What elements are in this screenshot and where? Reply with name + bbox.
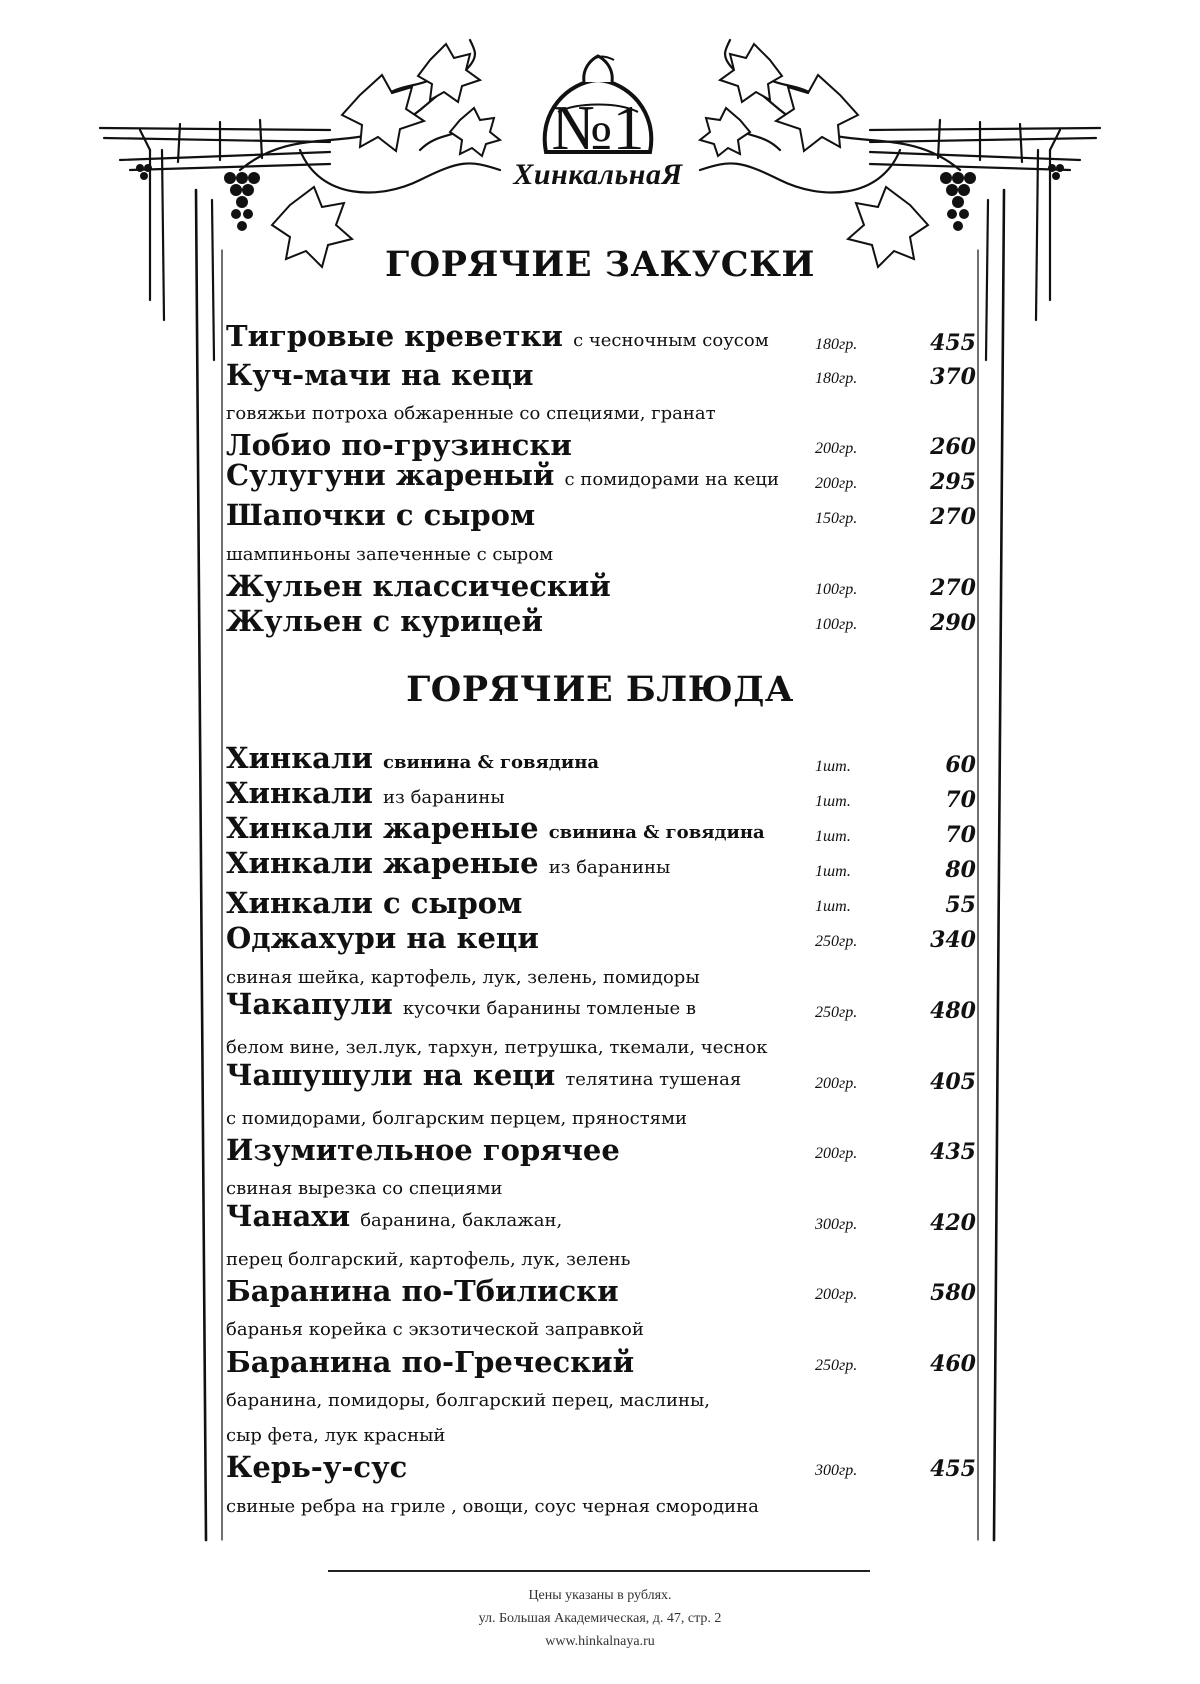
menu-item [226, 846, 976, 887]
item-name: Баранина по-Тбилиски [226, 1274, 619, 1308]
item-price: 70 [945, 787, 976, 813]
menu-item [226, 1274, 976, 1310]
menu-item [226, 987, 976, 1028]
item-weight: 150гр. [815, 510, 858, 527]
logo-number: №1 [551, 92, 645, 163]
item-weight: 300гр. [815, 1462, 858, 1479]
item-weight: 250гр. [815, 1004, 858, 1021]
item-price: 80 [945, 857, 976, 883]
item-name: Хинкали свинина & говядина [226, 741, 600, 775]
item-price: 70 [945, 822, 976, 848]
item-description: свиная шейка, картофель, лук, зелень, помидоры [226, 967, 700, 988]
menu-item [226, 458, 976, 499]
item-weight: 100гр. [815, 581, 858, 598]
footer-address: ул. Большая Академическая, д. 47, стр. 2 [478, 1611, 722, 1626]
item-name: Лобио по-грузински [226, 428, 572, 462]
item-name: Чанахи баранина, баклажан, [226, 1199, 563, 1233]
item-price: 370 [930, 364, 976, 390]
menu-item [226, 1345, 976, 1381]
item-description: свиные ребра на гриле , овощи, соус черная смородина [226, 1496, 759, 1517]
item-weight: 200гр. [815, 475, 858, 492]
item-name: Оджахури на кеци [226, 921, 539, 955]
item-price: 290 [930, 610, 976, 636]
item-weight: 250гр. [815, 1357, 858, 1374]
item-price: 340 [930, 927, 976, 953]
item-description: баранья корейка с экзотической заправкой [226, 1319, 644, 1340]
item-description: шампиньоны запеченные с сыром [226, 544, 554, 565]
item-price: 455 [930, 330, 976, 356]
item-price: 455 [930, 1456, 976, 1482]
item-name: Хинкали жареные свинина & говядина [226, 811, 765, 845]
item-description: перец болгарский, картофель, лук, зелень [226, 1249, 631, 1270]
item-description: сыр фета, лук красный [226, 1425, 446, 1446]
menu-item [226, 886, 976, 922]
item-weight: 1шт. [815, 758, 851, 775]
item-name: Баранина по-Греческий [226, 1345, 635, 1379]
item-price: 580 [930, 1280, 976, 1306]
item-weight: 100гр. [815, 616, 858, 633]
item-name: Хинкали из баранины [226, 776, 505, 810]
menu-item [226, 1450, 976, 1486]
item-weight: 1шт. [815, 793, 851, 810]
item-price: 480 [930, 998, 976, 1024]
item-price: 420 [930, 1210, 976, 1236]
menu-item [226, 569, 976, 605]
item-name: Чашушули на кеци телятина тушеная [226, 1058, 742, 1092]
footer-prices-note: Цены указаны в рублях. [528, 1588, 672, 1603]
item-price: 55 [945, 892, 976, 918]
item-price: 270 [930, 575, 976, 601]
item-weight: 1шт. [815, 898, 851, 915]
item-weight: 200гр. [815, 440, 858, 457]
item-price: 405 [930, 1069, 976, 1095]
item-price: 460 [930, 1351, 976, 1377]
item-name: Чакапули кусочки баранины томленые в [226, 987, 697, 1021]
item-name: Хинкали жареные из баранины [226, 846, 671, 880]
footer-website[interactable]: www.hinkalnaya.ru [545, 1634, 655, 1649]
item-name: Жульен с курицей [226, 604, 543, 638]
item-name: Тигровые креветки с чесночным соусом [226, 319, 769, 353]
item-price: 260 [930, 434, 976, 460]
item-weight: 200гр. [815, 1075, 858, 1092]
menu-item [226, 358, 976, 394]
menu-item [226, 1133, 976, 1169]
item-price: 60 [945, 752, 976, 778]
item-description: свиная вырезка со специями [226, 1178, 503, 1199]
item-weight: 1шт. [815, 863, 851, 880]
menu-item [226, 319, 976, 360]
item-price: 295 [930, 469, 976, 495]
item-description: с помидорами, болгарским перцем, пряностями [226, 1108, 688, 1129]
item-weight: 250гр. [815, 933, 858, 950]
item-weight: 200гр. [815, 1286, 858, 1303]
item-weight: 180гр. [815, 336, 858, 353]
section-title-hot-appetizers: ГОРЯЧИЕ ЗАКУСКИ [385, 244, 815, 285]
footer-divider [328, 1570, 870, 1572]
menu-item [226, 498, 976, 534]
item-weight: 300гр. [815, 1216, 858, 1233]
item-weight: 200гр. [815, 1145, 858, 1162]
menu-item [226, 921, 976, 957]
item-description: говяжьи потроха обжаренные со специями, гранат [226, 403, 716, 424]
item-name: Жульен классический [226, 569, 611, 603]
item-price: 270 [930, 504, 976, 530]
item-description: белом вине, зел.лук, тархун, петрушка, ткемали, чеснок [226, 1037, 768, 1058]
restaurant-logo [498, 52, 698, 202]
item-name: Куч-мачи на кеци [226, 358, 534, 392]
item-name: Хинкали с сыром [226, 886, 523, 920]
menu-item [226, 604, 976, 640]
section-title-hot-dishes: ГОРЯЧИЕ БЛЮДА [406, 669, 794, 710]
menu-item [226, 1058, 976, 1099]
logo-name: ХинкальнаЯ [513, 158, 683, 191]
menu-item [226, 1199, 976, 1240]
item-description: баранина, помидоры, болгарский перец, маслины, [226, 1390, 711, 1411]
item-name: Керь-у-сус [226, 1450, 408, 1484]
item-weight: 180гр. [815, 370, 858, 387]
item-name: Сулугуни жареный с помидорами на кеци [226, 458, 779, 492]
item-name: Шапочки с сыром [226, 498, 536, 532]
item-weight: 1шт. [815, 828, 851, 845]
item-price: 435 [930, 1139, 976, 1165]
item-name: Изумительное горячее [226, 1133, 620, 1167]
